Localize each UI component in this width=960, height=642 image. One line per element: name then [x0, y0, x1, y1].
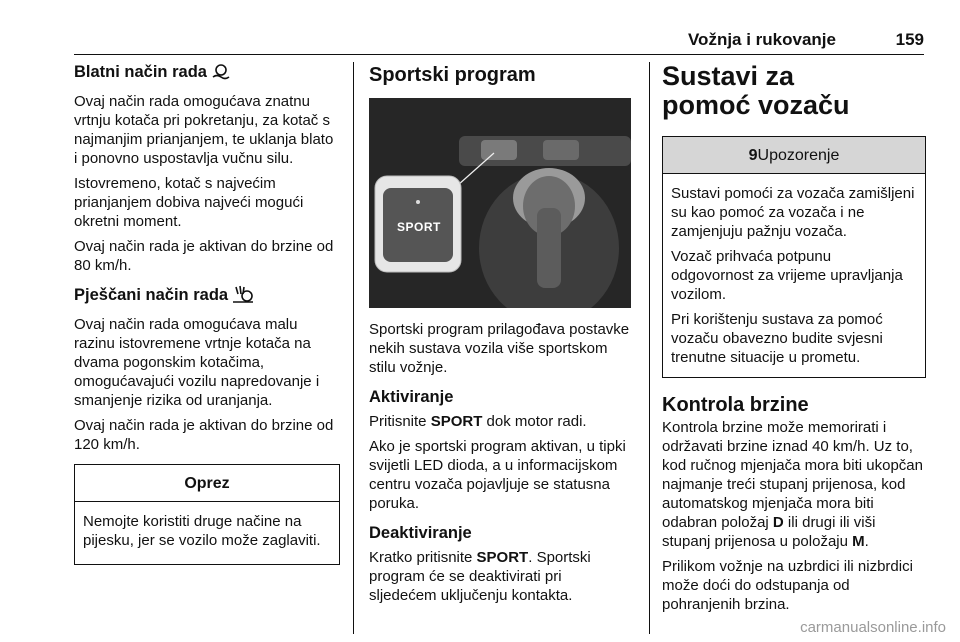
warning-paragraph-3: Pri korištenju sustava za pomoć vozaču obavezno budite svjesni trenutne situacije u prometu. [671, 311, 883, 366]
sport-intro: Sportski program prilagođava postavke nekih sustava vozila više sportskom stilu vožnje. [369, 321, 630, 376]
mud-mode-heading: Blatni način rada [74, 62, 340, 85]
page-header [74, 30, 924, 56]
speed-paragraph-2: Prilikom vožnje na uzbrdici ili nizbrdici može doći do odstupanja od pohranjenih brzina. [662, 558, 913, 613]
mud-paragraph-2: Istovremeno, kotač s najvećim prianjanjem dobiva najveći mogući okretni moment. [74, 175, 304, 230]
section-title: Vožnja i rukovanje [687, 30, 836, 49]
speed-control-heading: Kontrola brzine [662, 394, 809, 416]
driver-assist-heading: Sustavi za pomoć vozaču [662, 61, 850, 120]
sport-button-illustration [369, 98, 631, 308]
activate-paragraph-1: Pritisnite SPORT dok motor radi. [369, 413, 587, 430]
sand-paragraph-1: Ovaj način rada omogućava malu razinu istovremene vrtnje kotača na dvama pogonskim kotačima, omogućavajući vozilu napredovanje i smanjenje rizika od uranjanja. [74, 316, 320, 409]
column-2 [369, 62, 633, 611]
column-3 [662, 62, 926, 620]
sport-button-label: SPORT [397, 220, 441, 234]
sand-mode-heading: Pješčani način rada [74, 285, 340, 308]
mud-terrain-icon [211, 64, 231, 85]
speed-paragraph-1: Kontrola brzine može memorirati i održavati brzine iznad 40 km/h. Uz to, kod ručnog mjenjača mora biti ukopčan najmanje treći stupanj prijenosa, kod automatskog mjenjača mora biti odabran položaj D ili drugi ili viši stupanj prijenosa u položaju M. [662, 419, 923, 550]
page-number: 159 [895, 30, 924, 49]
header-rule [74, 54, 924, 55]
watermark: carmanualsonline.info [800, 619, 946, 636]
caution-box [74, 464, 340, 565]
caution-title: Oprez [75, 465, 339, 502]
warning-paragraph-1: Sustavi pomoći za vozača zamišljeni su kao pomoć za vozača i ne zamjenjuju pažnju vozača. [671, 185, 915, 240]
warning-header [663, 137, 925, 174]
mud-paragraph-3: Ovaj način rada je aktivan do brzine od 80 km/h. [74, 238, 334, 274]
caution-text: Nemojte koristiti druge načine na pijesku, jer se vozilo može zaglaviti. [83, 513, 321, 549]
activate-paragraph-2: Ako je sportski program aktivan, u tipki svijetli LED dioda, a u informacijskom centru vozača pojavljuje se statusna poruka. [369, 438, 626, 512]
activate-heading: Aktiviranje [369, 388, 454, 406]
warning-title: Upozorenje [757, 147, 840, 164]
column-divider-2 [649, 62, 650, 634]
warning-box [662, 136, 926, 378]
column-1 [74, 62, 340, 565]
warning-triangle-icon: 9 [748, 147, 758, 164]
sand-paragraph-2: Ovaj način rada je aktivan do brzine od 120 km/h. [74, 417, 334, 453]
deactivate-paragraph: Kratko pritisnite SPORT. Sportski program će se deaktivirati pri sljedećem uključenju kontakta. [369, 549, 591, 604]
deactivate-heading: Deaktiviranje [369, 524, 472, 542]
sport-heading: Sportski program [369, 64, 536, 86]
mud-paragraph-1: Ovaj način rada omogućava znatnu vrtnju kotača pri pokretanju, za kotač s najmanjim prianjanjem, te uklanja blato i ponovno uspostavlja vučnu silu. [74, 93, 334, 167]
sand-terrain-icon [232, 285, 254, 308]
warning-paragraph-2: Vozač prihvaća potpunu odgovornost za vrijeme upravljanja vozilom. [671, 248, 903, 303]
column-divider-1 [353, 62, 354, 634]
